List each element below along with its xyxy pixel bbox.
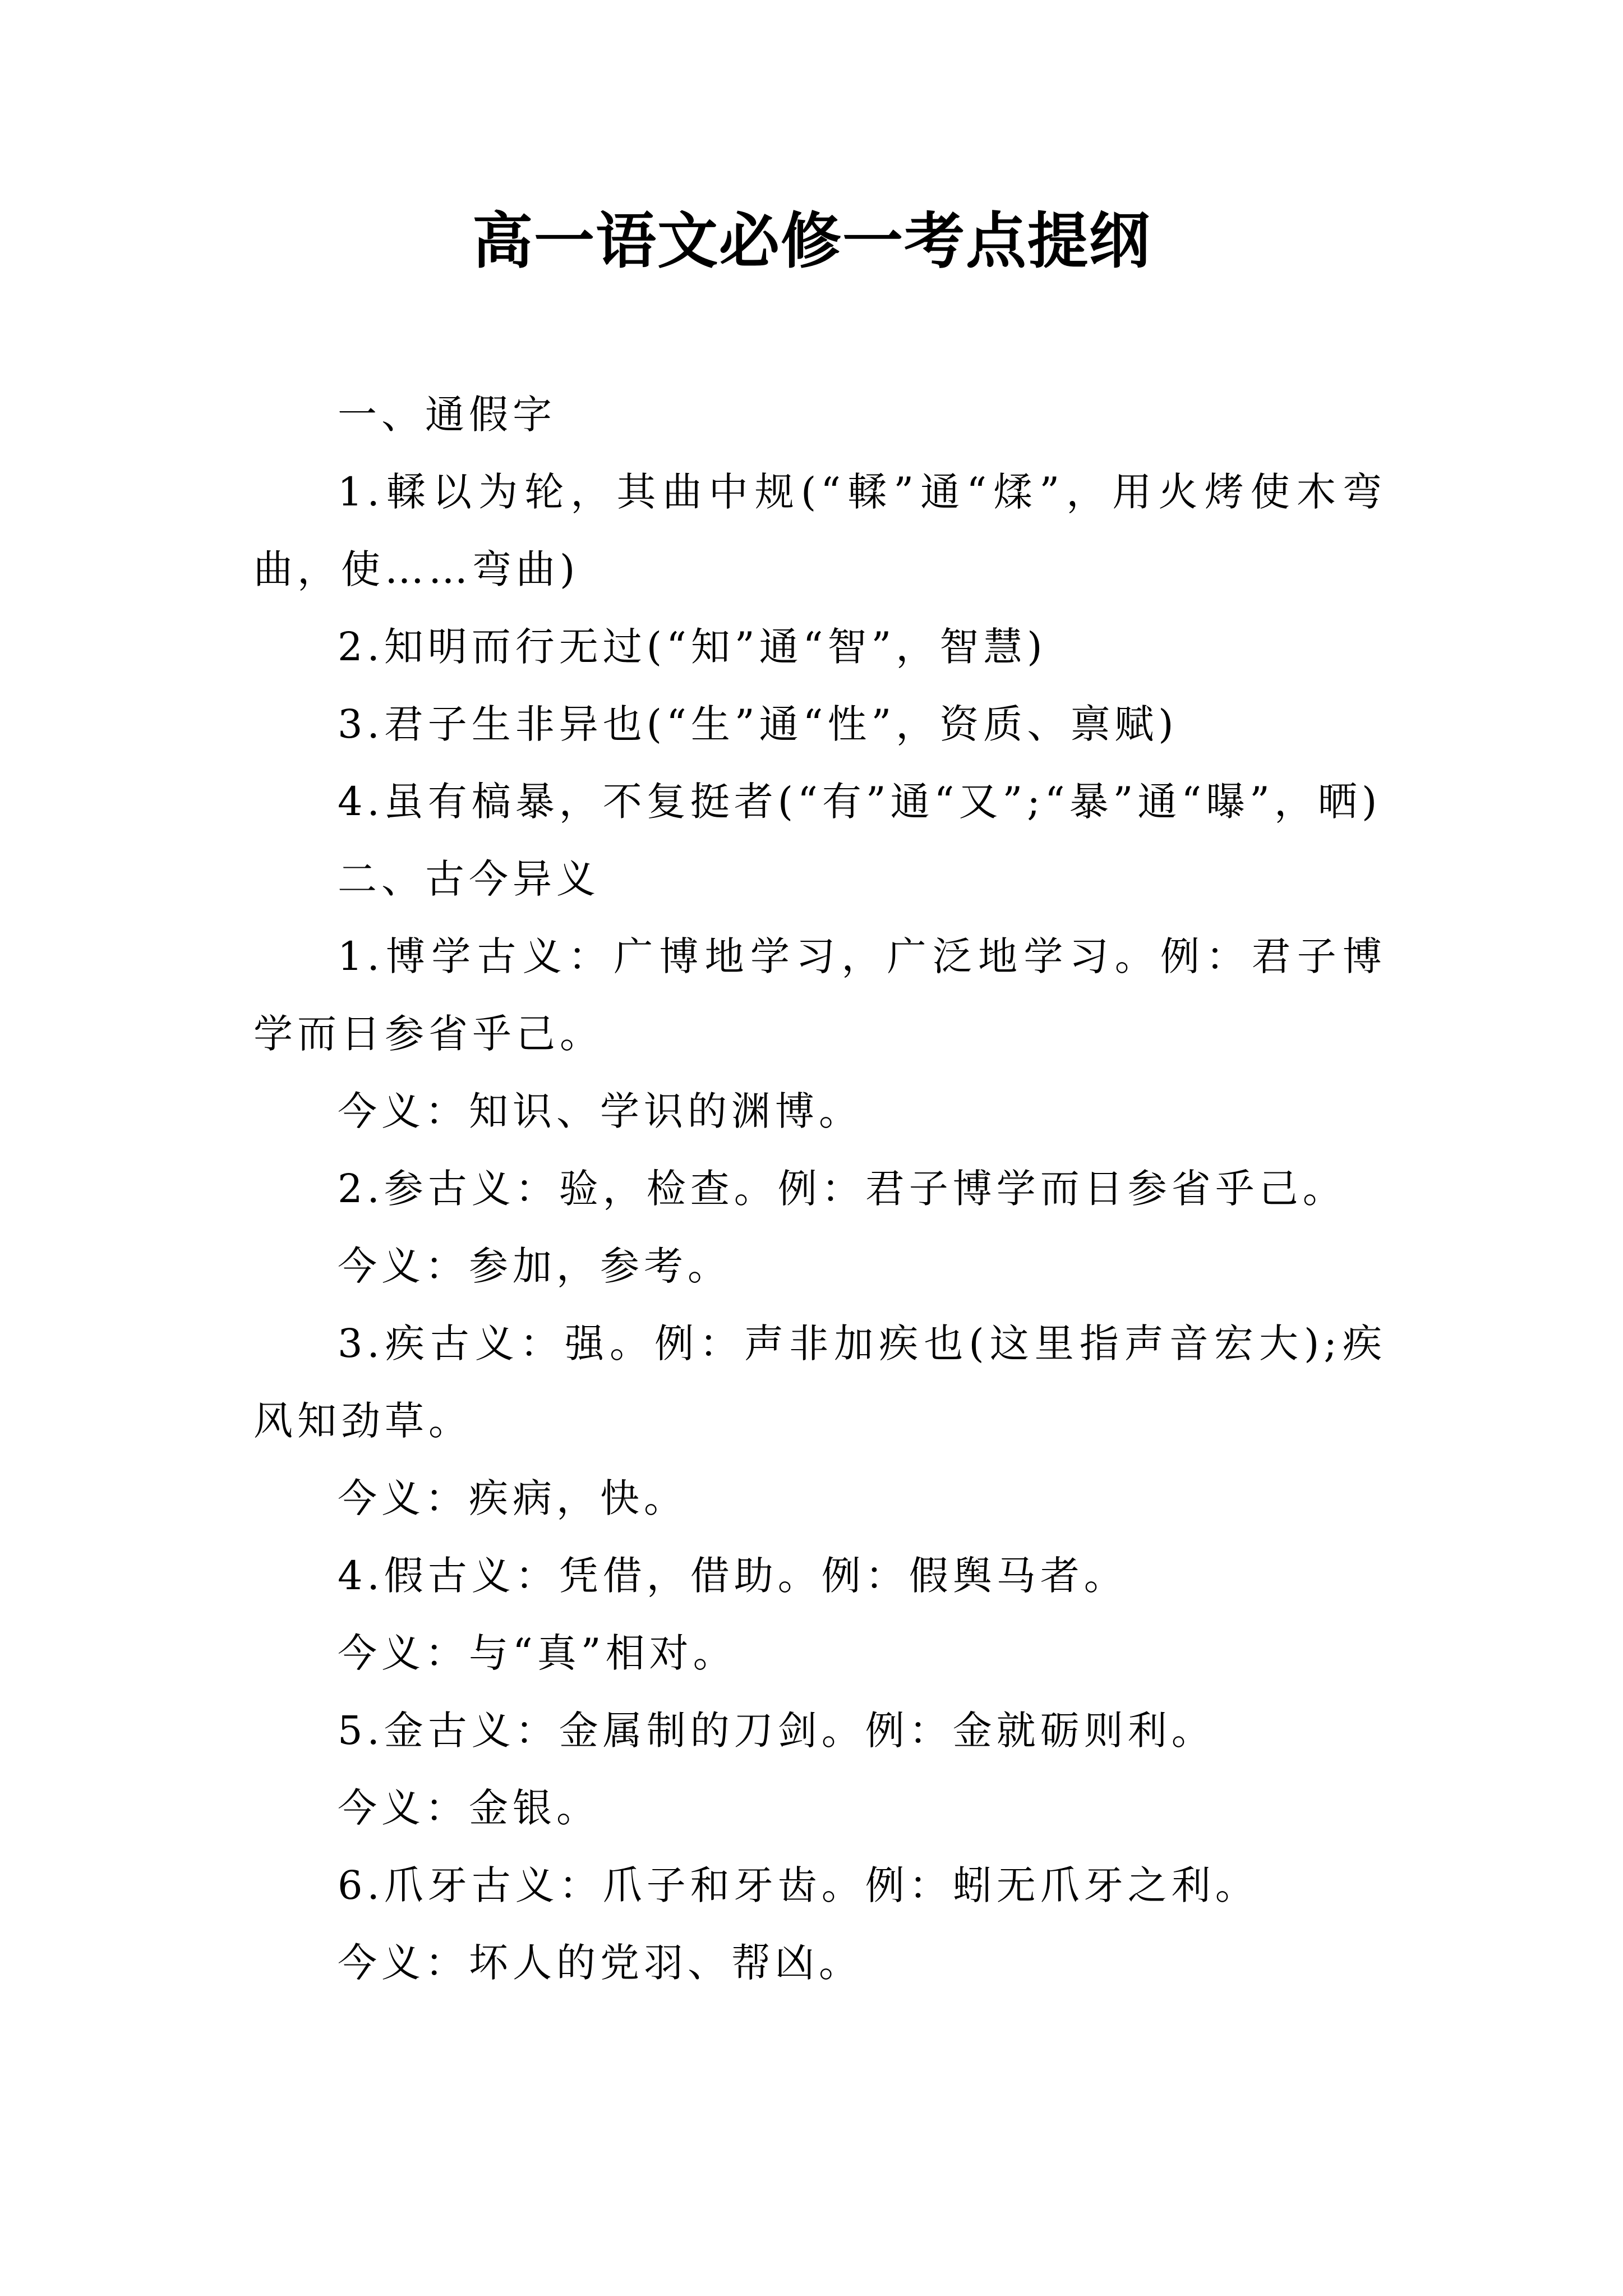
paragraph: 今义：坏人的党羽、帮凶。 — [338, 1940, 863, 1986]
paragraph: 今义：疾病，快。 — [338, 1475, 688, 1521]
paragraph: 4.假古义：凭借，借助。例：假舆马者。 — [338, 1553, 1128, 1599]
paragraph: 今义：与“真”相对。 — [338, 1630, 737, 1676]
paragraph: 今义：金银。 — [338, 1785, 600, 1831]
paragraph: 1.博学古义：广博地学习，广泛地学习。例：君子博学而日参省乎己。 — [253, 933, 1386, 1057]
paragraph: 3.疾古义：强。例：声非加疾也(这里指声音宏大);疾风知劲草。 — [253, 1320, 1386, 1444]
paragraph: 5.金古义：金属制的刀剑。例：金就砺则利。 — [338, 1708, 1215, 1754]
document-body — [253, 376, 1386, 2001]
paragraph: 今义：知识、学识的渊博。 — [338, 1088, 863, 1134]
section-heading-tongjiazi: 一、通假字 — [338, 392, 556, 438]
paragraph: 2.参古义：验，检查。例：君子博学而日参省乎己。 — [338, 1166, 1347, 1212]
section-heading-gujinyiyi: 二、古今异义 — [338, 856, 600, 902]
paragraph: 4.虽有槁暴，不复挺者(“有”通“又”;“暴”通“曝”，晒) — [338, 779, 1382, 825]
paragraph: 3.君子生非异也(“生”通“性”，资质、禀赋) — [338, 701, 1178, 747]
paragraph: 今义：参加，参考。 — [338, 1243, 731, 1289]
paragraph: 2.知明而行无过(“知”通“智”，智慧) — [338, 624, 1047, 670]
document-title: 高一语文必修一考点提纲 — [472, 206, 1151, 277]
paragraph: 1.輮以为轮，其曲中规(“輮”通“煣”，用火烤使木弯曲，使……弯曲) — [253, 469, 1386, 592]
paragraph: 6.爪牙古义：爪子和牙齿。例：蚓无爪牙之利。 — [338, 1862, 1259, 1908]
